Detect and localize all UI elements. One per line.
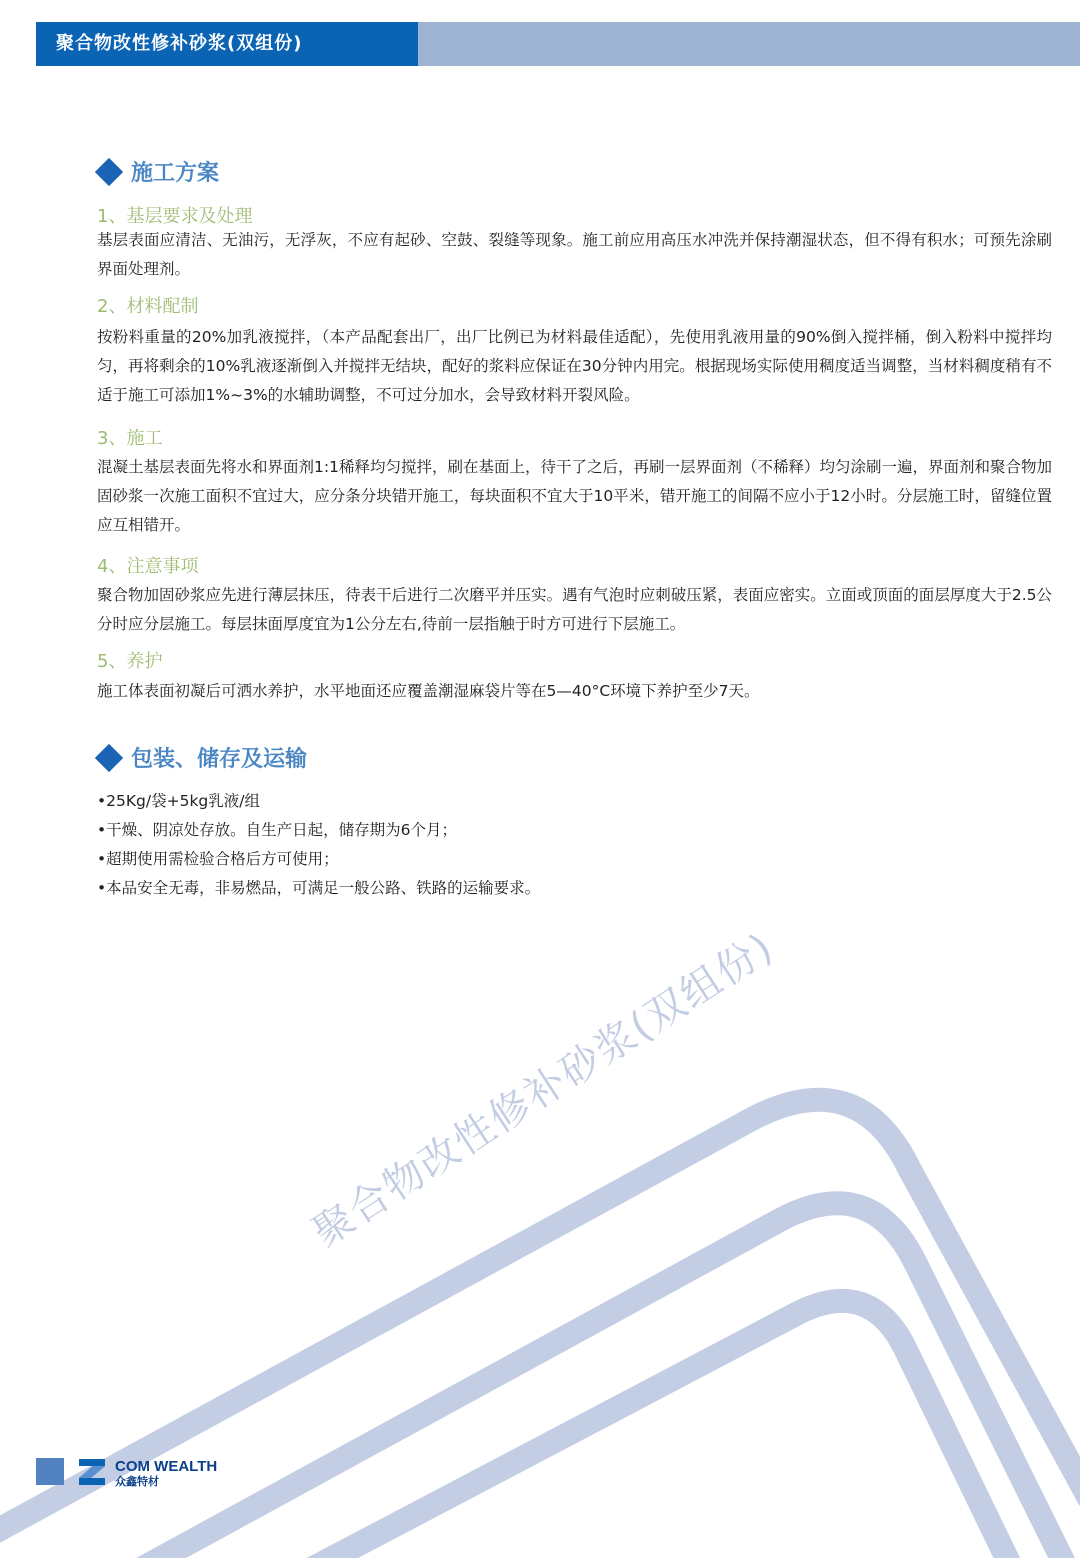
sub-heading-notes: 4、注意事项 <box>97 556 199 577</box>
paragraph-base: 基层表面应清洁、无油污，无浮灰，不应有起砂、空鼓、裂缝等现象。施工前应用高压水冲洗并保持潮湿状态，但不得有积水；可预先涂刷界面处理剂。 <box>97 231 1052 278</box>
logo-text-en: COM WEALTH <box>115 1458 218 1475</box>
paragraph-mixing: 按粉料重量的20%加乳液搅拌，（本产品配套出厂，出厂比例已为材料最佳适配），先使用乳液用量的90%倒入搅拌桶，倒入粉料中搅拌均匀，再将剩余的10%乳液逐渐倒入并搅拌无结块，配好的浆料应保证在30分钟内用完。根据现场实际使用稠度适当调整，当材料稠度稍有不适于施工可添加1%~3%的水辅助调整，不可过分加水，会导致材料开裂风险。 <box>97 328 1052 404</box>
packaging-list <box>97 787 540 903</box>
logo-text-cn: 众鑫特材 <box>115 1475 159 1488</box>
paragraph-application: 混凝土基层表面先将水和界面剂1:1稀释均匀搅拌，刷在基面上，待干了之后，再刷一层界面剂（不稀释）均匀涂刷一遍，界面剂和聚合物加固砂浆一次施工面积不宜过大，应分条分块错开施工，每块面积不宜大于10平米，错开施工的间隔不应小于12小时。分层施工时，留缝位置应互相错开。 <box>97 458 1052 534</box>
watermark: 聚合物改性修补砂浆(双组份) <box>304 923 783 1257</box>
section-heading-packaging <box>90 742 307 773</box>
company-logo <box>77 1456 267 1488</box>
section-title: 施工方案 <box>131 161 220 186</box>
list-item: •25Kg/袋+5kg乳液/组 <box>97 792 260 810</box>
sub-heading-application: 3、施工 <box>97 428 163 449</box>
sub-heading-base: 1、基层要求及处理 <box>97 206 253 227</box>
list-item: •超期使用需检验合格后方可使用； <box>97 850 339 868</box>
paragraph-notes: 聚合物加固砂浆应先进行薄层抹压，待表干后进行二次磨平并压实。遇有气泡时应刺破压紧，表面应密实。立面或顶面的面层厚度大于2.5公分时应分层施工。每层抹面厚度宜为1公分左右,待前一层指触于时方可进行下层施工。 <box>97 586 1052 633</box>
sub-heading-curing: 5、养护 <box>97 651 163 672</box>
logo-z-mark-icon <box>79 1459 105 1485</box>
section-title: 包装、储存及运输 <box>131 747 308 772</box>
diamond-bullet-icon <box>95 157 123 185</box>
diamond-bullet-icon <box>95 743 123 771</box>
header-title: 聚合物改性修补砂浆(双组份) <box>56 33 303 54</box>
sub-heading-mixing: 2、材料配制 <box>97 296 199 317</box>
list-item: •干燥、阴凉处存放。自生产日起，储存期为6个月； <box>97 821 458 839</box>
header-title-box <box>36 22 418 66</box>
paragraph-curing: 施工体表面初凝后可洒水养护，水平地面还应覆盖潮湿麻袋片等在5—40°C环境下养护至少7天。 <box>97 682 760 700</box>
section-heading-construction <box>90 156 219 187</box>
list-item: •本品安全无毒，非易燃品，可满足一般公路、铁路的运输要求。 <box>97 879 541 897</box>
footer-square <box>36 1458 64 1485</box>
